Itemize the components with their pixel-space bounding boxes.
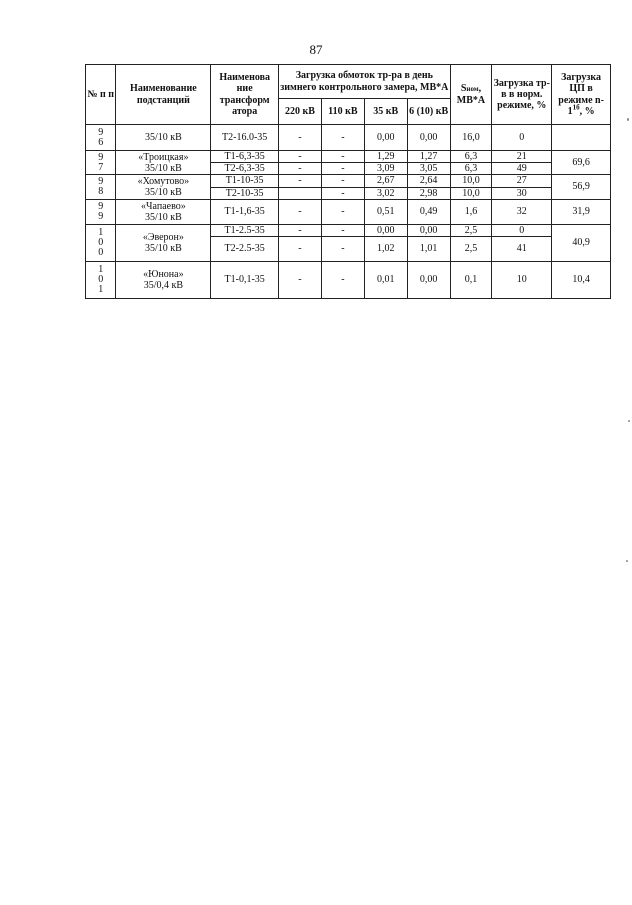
load-norm-value: 27 bbox=[492, 175, 552, 187]
header-transformer-line: трансформ bbox=[219, 94, 270, 106]
header-110kv: 110 кВ bbox=[321, 99, 364, 125]
load-110kv: - bbox=[321, 199, 364, 224]
load-cp-value bbox=[552, 125, 611, 151]
load-cp-value: 69,6 bbox=[552, 151, 611, 175]
transformer-name: Т1-2.5-35 bbox=[211, 224, 279, 236]
snom-value: 16,0 bbox=[450, 125, 492, 151]
header-220kv: 220 кВ bbox=[279, 99, 322, 125]
transformer-name: Т1-0,1-35 bbox=[211, 261, 279, 298]
header-transformer bbox=[211, 65, 279, 125]
table-row bbox=[86, 224, 611, 236]
header-load-norm: Загрузка тр-в в норм. режиме, % bbox=[492, 65, 552, 125]
transformer-name: Т1-1,6-35 bbox=[211, 199, 279, 224]
load-norm-value: 49 bbox=[492, 163, 552, 175]
load-norm-value: 32 bbox=[492, 199, 552, 224]
transformer-name: Т2-16.0-35 bbox=[211, 125, 279, 151]
page-number: 87 bbox=[309, 42, 323, 57]
header-load-cp: Загрузка ЦП в режиме $n-1^{1б}$, % bbox=[552, 65, 611, 125]
snom-value: 10,0 bbox=[450, 187, 492, 199]
load-35kv: 2,67 bbox=[364, 175, 407, 187]
load-110kv: - bbox=[321, 175, 364, 187]
header-35kv: 35 кВ bbox=[364, 99, 407, 125]
header-transformer-line: ние bbox=[236, 83, 253, 95]
load-6-10kv: 1,27 bbox=[407, 151, 450, 163]
load-6-10kv: 0,00 bbox=[407, 224, 450, 236]
load-220kv: - bbox=[279, 261, 322, 298]
load-6-10kv: 1,01 bbox=[407, 236, 450, 261]
transformer-name: Т1-10-35 bbox=[211, 175, 279, 187]
row-number: 9 6 bbox=[86, 125, 116, 151]
snom-value: 1,6 bbox=[450, 199, 492, 224]
load-norm-value: 0 bbox=[492, 125, 552, 151]
load-220kv: - bbox=[279, 125, 322, 151]
load-cp-value: 31,9 bbox=[552, 199, 611, 224]
transformer-name: Т2-10-35 bbox=[211, 187, 279, 199]
load-norm-value: 0 bbox=[492, 224, 552, 236]
header-transformer-line: атора bbox=[232, 105, 258, 117]
load-110kv: - bbox=[321, 187, 364, 199]
transformer-name: Т2-2.5-35 bbox=[211, 236, 279, 261]
row-number: 1 0 0 bbox=[86, 224, 116, 261]
load-110kv: - bbox=[321, 261, 364, 298]
header-snom: Sном, МВ*А bbox=[450, 65, 492, 125]
load-220kv bbox=[279, 187, 322, 199]
table-row bbox=[86, 175, 611, 187]
load-220kv: - bbox=[279, 151, 322, 163]
load-110kv: - bbox=[321, 236, 364, 261]
load-35kv: 0,00 bbox=[364, 125, 407, 151]
row-number: 1 0 1 bbox=[86, 261, 116, 298]
load-220kv: - bbox=[279, 199, 322, 224]
row-number: 9 7 bbox=[86, 151, 116, 175]
load-35kv: 1,02 bbox=[364, 236, 407, 261]
load-220kv: - bbox=[279, 224, 322, 236]
load-35kv: 3,02 bbox=[364, 187, 407, 199]
load-6-10kv: 2,98 bbox=[407, 187, 450, 199]
transformer-name: Т2-6,3-35 bbox=[211, 163, 279, 175]
scan-speck bbox=[627, 118, 629, 121]
substation-name: «Эверон» 35/10 кВ bbox=[116, 224, 211, 261]
load-norm-value: 21 bbox=[492, 151, 552, 163]
load-35kv: 1,29 bbox=[364, 151, 407, 163]
snom-value: 2,5 bbox=[450, 224, 492, 236]
table-row bbox=[86, 151, 611, 163]
header-transformer-line: Наименова bbox=[219, 72, 271, 84]
load-6-10kv: 0,49 bbox=[407, 199, 450, 224]
load-norm-value: 41 bbox=[492, 236, 552, 261]
load-35kv: 0,00 bbox=[364, 224, 407, 236]
snom-value: 10,0 bbox=[450, 175, 492, 187]
table-row bbox=[86, 199, 611, 224]
scan-speck bbox=[628, 420, 630, 422]
scan-speck bbox=[626, 560, 628, 562]
header-substation: Наименование подстанций bbox=[116, 65, 211, 125]
header-num: № п п bbox=[86, 65, 116, 125]
header-load-group: Загрузка обмоток тр-ра в день зимнего контрольного замера, МВ*А bbox=[279, 65, 451, 99]
load-35kv: 0,51 bbox=[364, 199, 407, 224]
substation-name: «Юнона» 35/0,4 кВ bbox=[116, 261, 211, 298]
substation-name: «Чапаево» 35/10 кВ bbox=[116, 199, 211, 224]
load-220kv: - bbox=[279, 175, 322, 187]
load-110kv: - bbox=[321, 163, 364, 175]
header-6-10kv: 6 (10) кВ bbox=[407, 99, 450, 125]
snom-value: 6,3 bbox=[450, 151, 492, 163]
load-6-10kv: 3,05 bbox=[407, 163, 450, 175]
load-35kv: 0,01 bbox=[364, 261, 407, 298]
table-row bbox=[86, 261, 611, 298]
load-110kv: - bbox=[321, 224, 364, 236]
substation-name: 35/10 кВ bbox=[116, 125, 211, 151]
transformer-name: Т1-6,3-35 bbox=[211, 151, 279, 163]
load-110kv: - bbox=[321, 125, 364, 151]
load-cp-value: 40,9 bbox=[552, 224, 611, 261]
load-6-10kv: 0,00 bbox=[407, 261, 450, 298]
table-row bbox=[86, 125, 611, 151]
load-6-10kv: 0,00 bbox=[407, 125, 450, 151]
substation-name: «Хомутово» 35/10 кВ bbox=[116, 175, 211, 199]
load-cp-value: 56,9 bbox=[552, 175, 611, 199]
load-6-10kv: 2,64 bbox=[407, 175, 450, 187]
load-35kv: 3,09 bbox=[364, 163, 407, 175]
load-norm-value: 10 bbox=[492, 261, 552, 298]
load-110kv: - bbox=[321, 151, 364, 163]
row-number: 9 8 bbox=[86, 175, 116, 199]
snom-value: 0,1 bbox=[450, 261, 492, 298]
snom-value: 2,5 bbox=[450, 236, 492, 261]
substation-name: «Троицкая» 35/10 кВ bbox=[116, 151, 211, 175]
row-number: 9 9 bbox=[86, 199, 116, 224]
load-220kv: - bbox=[279, 236, 322, 261]
snom-value: 6,3 bbox=[450, 163, 492, 175]
transformer-load-table bbox=[85, 64, 611, 299]
load-cp-value: 10,4 bbox=[552, 261, 611, 298]
load-norm-value: 30 bbox=[492, 187, 552, 199]
load-220kv: - bbox=[279, 163, 322, 175]
